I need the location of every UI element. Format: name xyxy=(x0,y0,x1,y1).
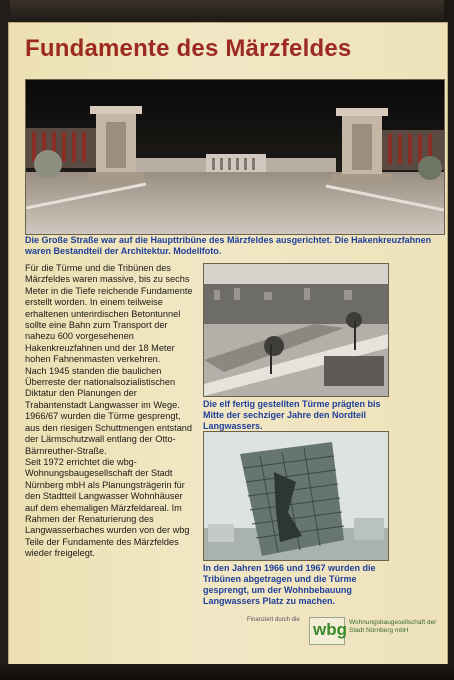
board-frame-top xyxy=(0,0,454,24)
wbg-logo-text: wbg xyxy=(313,620,347,639)
body-paragraph: Nach 1945 standen die baulichen Überreste der nationalsozialistischen Diktatur den Planungen der Trabantenstadt Langwasser im Wege. 1966/67 wurden die Türme gesprengt, aus den riesigen Schuttmengen entstand der Lärmschutzwall entlang der Otto-Bärnreuther-Straße. xyxy=(25,365,193,456)
wbg-logo xyxy=(309,617,345,645)
model-photo-caption: Die Große Straße war auf die Haupttribüne des Märzfeldes ausgerichtet. Die Hakenkreuzfahnen waren Bestandteil der Architektur. Modellfoto. xyxy=(25,235,432,256)
model-photo xyxy=(25,79,445,235)
tower-photo-caption: In den Jahren 1966 und 1967 wurden die Tribünen abgetragen und die Türme gesprengt, um der Wohnbebauung Langwassers Platz zu machen. xyxy=(203,563,376,606)
tower-demolition-photo xyxy=(203,431,389,561)
aerial-city-photo xyxy=(203,263,389,397)
info-board xyxy=(8,22,448,668)
wbg-logo-subtitle: Wohnungsbaugesellschaft der Stadt Nürnberg mbH xyxy=(349,619,437,634)
body-text xyxy=(25,263,197,560)
body-paragraph: Seit 1972 errichtet die wbg-Wohnungsbaugesellschaft der Stadt Nürnberg mbH als Planungsträgerin für den Stadtteil Langwasser Wohnhäuser auf dem ehemaligen Märzfeldareal. Im Rahmen der Renaturierung des Langwasserbaches wurden von der wbg Teile der Fundamente des Märzfeldes wieder freigelegt. xyxy=(25,456,190,559)
sponsor-footer xyxy=(209,611,445,653)
body-paragraph: Für die Türme und die Tribünen des Märzfeldes waren massive, bis zu sechs Meter in die Tiefe reichende Fundamente erstellt worden. In einem teilweise erhaltenen unterirdischen Betontunnel sollte eine Bahn zum Transport der nahezu 600 vorgesehenen Hakenkreuzfahnen und der 18 Meter hohen Fahnenmasten verkehren. xyxy=(25,263,193,365)
city-photo-caption: Die elf fertig gestellten Türme prägten bis Mitte der sechziger Jahre den Nordteil Langwassers. xyxy=(203,399,381,431)
financed-by-label: Finanziert durch die xyxy=(247,617,300,623)
board-title: Fundamente des Märzfeldes xyxy=(25,35,352,62)
board-frame-bottom xyxy=(0,664,454,680)
